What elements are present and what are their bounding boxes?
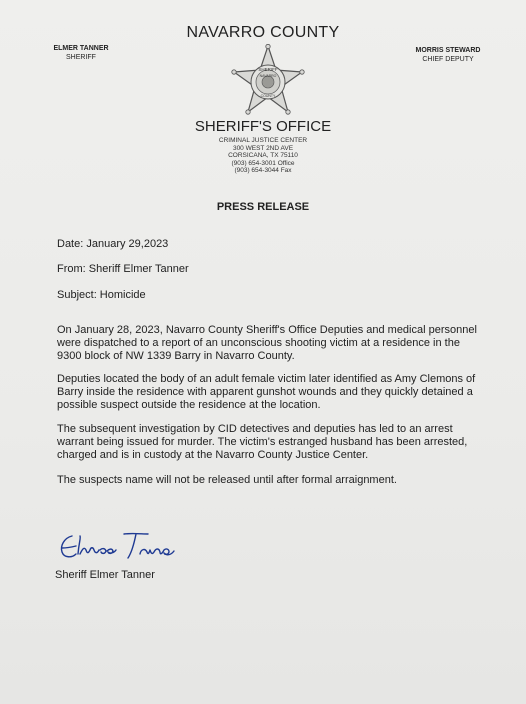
text-line: were dispatched to a report of an unconscious shooting victim at a residence in the <box>57 337 460 349</box>
sheriff-star-badge-icon <box>230 44 306 118</box>
county-name: NAVARRO COUNTY <box>186 24 340 41</box>
badge-top-text: SHERIFF <box>258 67 278 72</box>
handwritten-signature <box>52 528 182 572</box>
text-line: 9300 block of NW 1339 Barry in Navarro County. <box>57 350 295 362</box>
text-line: The suspects name will not be released until after formal arraignment. <box>57 474 397 486</box>
text-line: warrant being issued for murder. The victim's estranged husband has been arrested, <box>57 436 468 448</box>
paragraph-1 <box>57 324 489 363</box>
address-line: CRIMINAL JUSTICE CENTER <box>218 137 308 144</box>
sheriff-name: ELMER TANNER <box>53 45 109 52</box>
text-line: possible suspect outside the residence at the location. <box>57 399 321 411</box>
sheriff-block <box>46 44 116 62</box>
subject-line: Subject: Homicide <box>57 289 146 301</box>
office-address <box>0 137 526 175</box>
address-line: (903) 654-3001 Office <box>231 159 295 167</box>
signer-name: Sheriff Elmer Tanner <box>55 569 155 581</box>
chief-deputy-title: CHIEF DEPUTY <box>422 56 474 63</box>
badge-bottom-text: COUNTY <box>260 94 276 98</box>
paragraph-4 <box>57 474 489 487</box>
paragraph-3 <box>57 423 489 462</box>
paragraph-2 <box>57 373 489 412</box>
address-line: (903) 654-3044 Fax <box>234 167 292 175</box>
text-line: The subsequent investigation by CID detectives and deputies has led to an arrest <box>57 423 453 435</box>
sheriff-title: SHERIFF <box>66 54 96 61</box>
chief-deputy-name: MORRIS STEWARD <box>415 47 481 54</box>
text-line: On January 28, 2023, Navarro County Sheriff's Office Deputies and medical personnel <box>57 324 477 336</box>
from-line: From: Sheriff Elmer Tanner <box>57 263 189 275</box>
address-line: CORSICANA, TX 75110 <box>228 152 298 160</box>
date-line: Date: January 29,2023 <box>57 238 169 250</box>
text-line: Barry inside the residence with apparent gunshot wounds and they quickly detained a <box>57 386 473 398</box>
office-name: SHERIFF'S OFFICE <box>194 118 332 135</box>
badge-mid-text: NAVARRO <box>259 74 277 78</box>
document-title: PRESS RELEASE <box>216 201 310 213</box>
text-line: Deputies located the body of an adult female victim later identified as Amy Clemons of <box>57 373 476 385</box>
text-line: charged and is in custody at the Navarro County Justice Center. <box>57 449 369 461</box>
chief-deputy-block <box>412 46 484 64</box>
address-line: 300 WEST 2ND AVE <box>232 144 294 152</box>
